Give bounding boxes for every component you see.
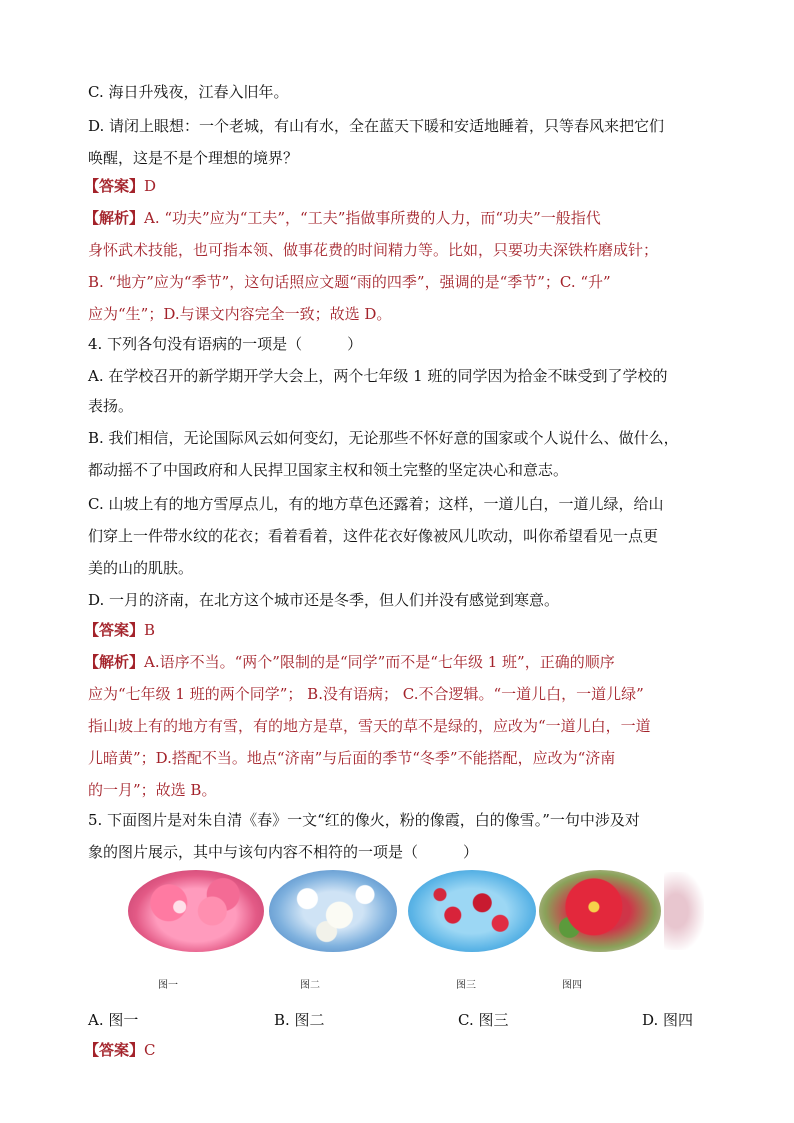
text-line: 唤醒，这是不是个理想的境界？ <box>88 149 299 167</box>
answer-value: B <box>144 621 156 639</box>
figure-caption: 图三 <box>456 980 476 991</box>
answer-tag: 【答案】 <box>84 621 145 639</box>
option-c-cont: 美的山的肌肤。 <box>88 559 194 577</box>
analysis-text: A.语序不当。“两个”限制的是“同学”而不是“七年级 1 班”，正确的顺序 <box>144 653 615 671</box>
analysis-text: A. “功夫”应为“工夫”，“工夫”指做事所费的人力，而“功夫”一般指代 <box>144 209 601 227</box>
text-line: C. 海日升残夜，江春入旧年。 <box>88 83 289 101</box>
flower-figures <box>128 870 728 991</box>
analysis-line: 身怀武术技能，也可指本领、做事花费的时间精力等。比如，只要功夫深铁杵磨成针； <box>88 241 659 259</box>
option-a: A. 在学校召开的新学期开学大会上，两个七年级 1 班的同学因为拾金不昧受到了学校的 <box>88 367 668 385</box>
option-d: D. 一月的济南，在北方这个城市还是冬季，但人们并没有感觉到寒意。 <box>88 591 560 609</box>
analysis-line: 应为“七年级 1 班的两个同学”； B.没有语病； C.不合逻辑。“一道儿白，一道儿绿” <box>88 685 644 703</box>
decorative-blossom <box>664 872 704 950</box>
figure-caption: 图一 <box>158 980 178 991</box>
answer-row <box>84 620 155 640</box>
analysis-tag: 【解析】 <box>84 653 145 671</box>
analysis-line: 儿暗黄”；D.搭配不当。地点“济南”与后面的季节“冬季”不能搭配，应改为“济南 <box>88 749 616 767</box>
answer-tag: 【答案】 <box>84 1041 145 1059</box>
analysis-row <box>84 652 615 672</box>
plum-blossom-image <box>408 870 536 952</box>
answer-value: C <box>144 1041 156 1059</box>
peach-blossom-image <box>128 870 264 952</box>
answer-row <box>84 176 156 196</box>
figure-option-d: D. 图四 <box>642 1011 694 1029</box>
analysis-line: 指山坡上有的地方有雪，有的地方是草，雪天的草不是绿的，应改为“一道儿白，一道 <box>88 717 651 735</box>
question-4-stem: 4. 下列各句没有语病的一项是（ ） <box>88 335 363 353</box>
figure-caption: 图四 <box>562 980 582 991</box>
pear-blossom-image <box>269 870 397 952</box>
analysis-row <box>84 208 601 228</box>
question-5-stem: 5. 下面图片是对朱自清《春》一文“红的像火，粉的像霞，白的像雪。”一句中涉及对 <box>88 811 640 829</box>
answer-row <box>84 1040 156 1060</box>
figure-option-b: B. 图二 <box>274 1011 325 1029</box>
option-a-cont: 表扬。 <box>88 397 134 415</box>
analysis-tag: 【解析】 <box>84 209 145 227</box>
figure-option-c: C. 图三 <box>458 1011 509 1029</box>
question-5-stem-cont: 象的图片展示，其中与该句内容不相符的一项是（ ） <box>88 843 479 861</box>
option-c-cont: 们穿上一件带水纹的花衣；看着看着，这件花衣好像被风儿吹动，叫你希望看见一点更 <box>88 527 659 545</box>
text-line: D. 请闭上眼想：一个老城，有山有水，全在蓝天下暖和安适地睡着，只等春风来把它们 <box>88 117 665 135</box>
figure-option-a: A. 图一 <box>88 1011 139 1029</box>
option-b-cont: 都动摇不了中国政府和人民捍卫国家主权和领土完整的坚定决心和意志。 <box>88 461 569 479</box>
red-blossom-image <box>539 870 661 952</box>
analysis-line: 应为“生”；D.与课文内容完全一致；故选 D。 <box>88 305 392 323</box>
option-b: B. 我们相信，无论国际风云如何变幻，无论那些不怀好意的国家或个人说什么、做什么， <box>88 429 679 447</box>
option-c: C. 山坡上有的地方雪厚点儿，有的地方草色还露着；这样，一道儿白，一道儿绿，给山 <box>88 495 664 513</box>
analysis-line: 的一月”；故选 B。 <box>88 781 217 799</box>
answer-tag: 【答案】 <box>84 177 145 195</box>
analysis-line: B. “地方”应为“季节”，这句话照应文题“雨的四季”，强调的是“季节”；C. “升” <box>88 273 611 291</box>
answer-value: D <box>144 177 157 195</box>
figure-caption: 图二 <box>300 980 320 991</box>
